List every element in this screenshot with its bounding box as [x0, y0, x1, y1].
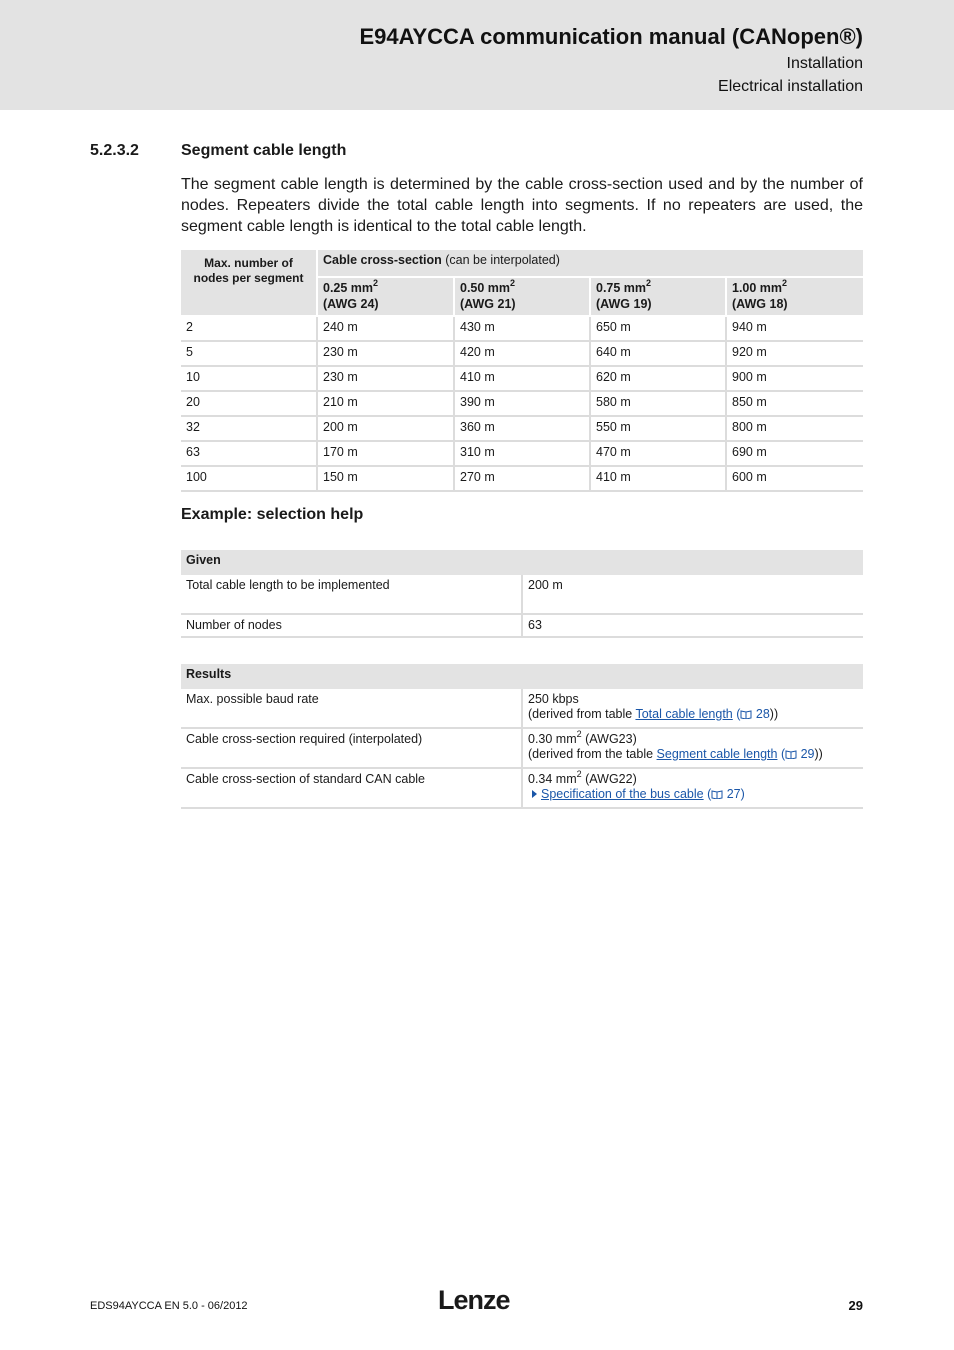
table-row: 32 200 m 360 m 550 m 800 m — [181, 416, 863, 441]
section-title: Segment cable length — [181, 142, 347, 159]
header-chapter: Installation — [786, 55, 863, 72]
total-cable-length-link[interactable]: Total cable length — [635, 707, 733, 721]
table-row — [181, 614, 863, 637]
given-value: 200 m — [522, 575, 863, 614]
table-row: 100 150 m 270 m 410 m 600 m — [181, 466, 863, 491]
header-section: Electrical installation — [718, 78, 863, 95]
arrow-right-icon — [532, 790, 537, 798]
page-number: 29 — [848, 1298, 863, 1313]
table-row — [181, 728, 863, 768]
results-table — [181, 664, 863, 809]
page-ref-link[interactable]: 28 — [740, 707, 769, 721]
result-value: 0.34 $mm^2$ (AWG22) Specification of the bus cable ( 27) — [522, 768, 863, 808]
table-row — [181, 575, 863, 614]
column-header: 0.25 $mm^2$ (AWG 24) — [317, 277, 454, 316]
given-header: Given — [181, 550, 863, 575]
cross-section-header — [317, 250, 863, 277]
given-value: 63 — [522, 614, 863, 637]
table-row — [181, 689, 863, 728]
lenze-logo — [438, 1286, 516, 1314]
result-key: Max. possible baud rate — [181, 689, 522, 728]
bus-cable-spec-link[interactable]: Specification of the bus cable — [541, 787, 704, 801]
nodes-column-header: Max. number of nodes per segment — [181, 250, 317, 316]
cross-section-header-bold: Cable cross-section — [323, 253, 442, 267]
segment-cable-length-table — [181, 250, 863, 492]
results-header: Results — [181, 664, 863, 689]
given-table — [181, 550, 863, 638]
column-header: 1.00 $mm^2$ (AWG 18) — [726, 277, 863, 316]
page-ref-link[interactable]: 29 — [785, 747, 814, 761]
table-row — [181, 768, 863, 808]
example-heading: Example: selection help — [181, 506, 364, 523]
table-row: 10 230 m 410 m 620 m 900 m — [181, 366, 863, 391]
book-icon — [711, 790, 723, 799]
document-id: EDS94AYCCA EN 5.0 - 06/2012 — [90, 1300, 248, 1312]
manual-title: E94AYCCA communication manual (CANopen®) — [359, 24, 863, 49]
table-row: 20 210 m 390 m 580 m 850 m — [181, 391, 863, 416]
table-row: 2 240 m 430 m 650 m 940 m — [181, 316, 863, 341]
result-value: 250 kbps (derived from table Total cable length ( 28)) — [522, 689, 863, 728]
segment-cable-length-link[interactable]: Segment cable length — [656, 747, 778, 761]
result-key: Cable cross-section of standard CAN cable — [181, 768, 522, 808]
cross-section-header-note: (can be interpolated) — [441, 253, 560, 267]
column-header: 0.75 $mm^2$ (AWG 19) — [590, 277, 726, 316]
svg-text:Lenze: Lenze — [438, 1286, 510, 1314]
table-row: 63 170 m 310 m 470 m 690 m — [181, 441, 863, 466]
given-key: Total cable length to be implemented — [181, 575, 522, 614]
book-icon — [740, 710, 752, 719]
given-key: Number of nodes — [181, 614, 522, 637]
result-value: 0.30 $mm^2$ (AWG23) (derived from the table Segment cable length ( 29)) — [522, 728, 863, 768]
intro-paragraph: The segment cable length is determined by the cable cross-section used and by the number of nodes. Repeaters divide the total cable length into segments. If no repeaters are used, the segment cable length is identical to the total cable length. — [181, 176, 863, 235]
table-row: 5 230 m 420 m 640 m 920 m — [181, 341, 863, 366]
book-icon — [785, 750, 797, 759]
page-ref-link[interactable]: 27 — [711, 787, 740, 801]
result-key: Cable cross-section required (interpolated) — [181, 728, 522, 768]
column-header: 0.50 $mm^2$ (AWG 21) — [454, 277, 590, 316]
section-number: 5.2.3.2 — [90, 142, 139, 159]
page-header — [0, 0, 954, 110]
